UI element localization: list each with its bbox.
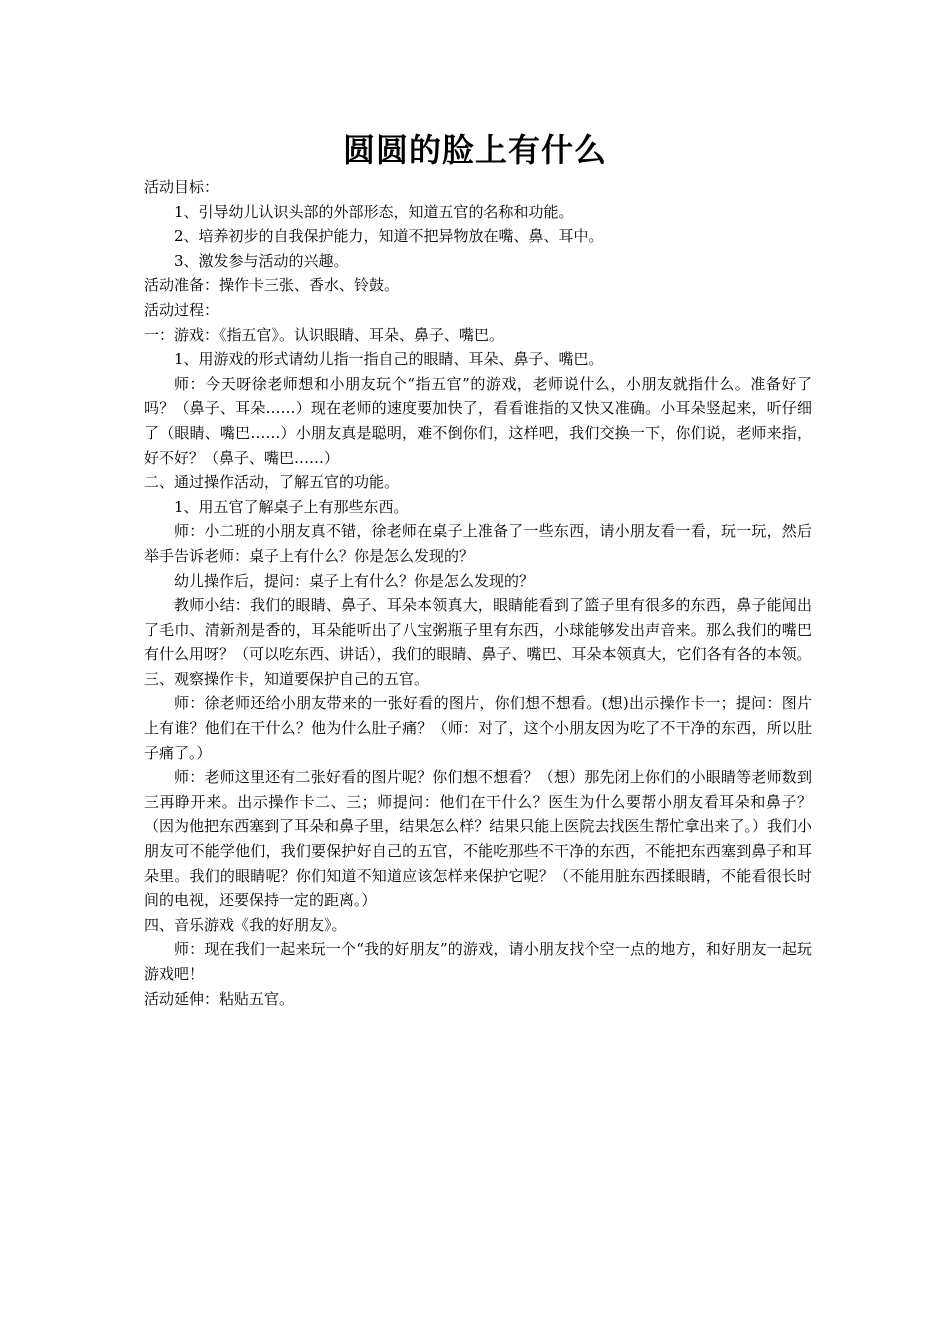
paragraph: 教师小结：我们的眼睛、鼻子、耳朵本领真大，眼睛能看到了篮子里有很多的东西，鼻子能闻出了毛巾、清新剂是香的，耳朵能听出了八宝粥瓶子里有东西，小球能够发出声音来。那么我们的嘴巴有什么用呀？（可以吃东西、讲话），我们的眼睛、鼻子、嘴巴、耳朵本领真大，它们各有各的本领。	[144, 596, 812, 664]
document-title: 圆圆的脸上有什么	[342, 131, 607, 169]
paragraph: 活动延伸：粘贴五官。	[144, 989, 295, 1008]
paragraph: 师：徐老师还给小朋友带来的一张好看的图片，你们想不想看。(想)出示操作卡一；提问：图片上有谁？他们在干什么？他为什么肚子痛？（师：对了，这个小朋友因为吃了不干净的东西，所以肚子痛了。）	[144, 694, 812, 762]
paragraph: 师：现在我们一起来玩一个“我的好朋友”的游戏，请小朋友找个空一点的地方，和好朋友一起玩游戏吧！	[144, 940, 812, 983]
paragraph: 1、用游戏的形式请幼儿指一指自己的眼睛、耳朵、鼻子、嘴巴。	[174, 350, 604, 369]
paragraph: 3、激发参与活动的兴趣。	[174, 251, 349, 270]
paragraph: 师：今天呀徐老师想和小朋友玩个“指五官”的游戏，老师说什么，小朋友就指什么。准备好了吗？（鼻子、耳朵……）现在老师的速度要加快了，看看谁指的又快又准确。小耳朵竖起来，听仔细了（眼睛、嘴巴……）小朋友真是聪明，难不倒你们，这样吧，我们交换一下，你们说，老师来指，好不好？（鼻子、嘴巴……）	[144, 374, 812, 467]
paragraph: 1、引导幼儿认识头部的外部形态，知道五官的名称和功能。	[174, 202, 574, 221]
paragraph: 师：老师这里还有二张好看的图片呢？你们想不想看？（想）那先闭上你们的小眼睛等老师数到三再睁开来。出示操作卡二、三；师提问：他们在干什么？医生为什么要帮小朋友看耳朵和鼻子？（因为他把东西塞到了耳朵和鼻子里，结果怎么样？结果只能上医院去找医生帮忙拿出来了。）我们小朋友可不能学他们，我们要保护好自己的五官，不能吃那些不干净的东西，不能把东西塞到鼻子和耳朵里。我们的眼睛呢？你们知道不知道应该怎样来保护它呢？（不能用脏东西揉眼睛，不能看很长时间的电视，还要保持一定的距离。）	[144, 768, 812, 910]
paragraph: 幼儿操作后，提问：桌子上有什么？你是怎么发现的？	[174, 571, 535, 590]
paragraph: 2、培养初步的自我保护能力，知道不把异物放在嘴、鼻、耳中。	[174, 227, 604, 246]
paragraph: 活动目标：	[144, 178, 220, 196]
paragraph: 1、用五官了解桌子上有那些东西。	[174, 497, 409, 516]
paragraph: 二、通过操作活动，了解五官的功能。	[144, 473, 400, 492]
document-body	[144, 175, 812, 1011]
paragraph: 活动过程：	[144, 300, 220, 319]
paragraph: 四、音乐游戏《我的好朋友》。	[144, 915, 347, 934]
paragraph: 师：小二班的小朋友真不错，徐老师在桌子上准备了一些东西，请小朋友看一看，玩一玩，然后举手告诉老师：桌子上有什么？你是怎么发现的？	[144, 522, 812, 565]
paragraph: 一：游戏：《指五官》。认识眼睛、耳朵、鼻子、嘴巴。	[144, 325, 505, 344]
paragraph: 活动准备：操作卡三张、香水、铃鼓。	[144, 276, 400, 295]
paragraph: 三、观察操作卡，知道要保护自己的五官。	[144, 669, 430, 688]
